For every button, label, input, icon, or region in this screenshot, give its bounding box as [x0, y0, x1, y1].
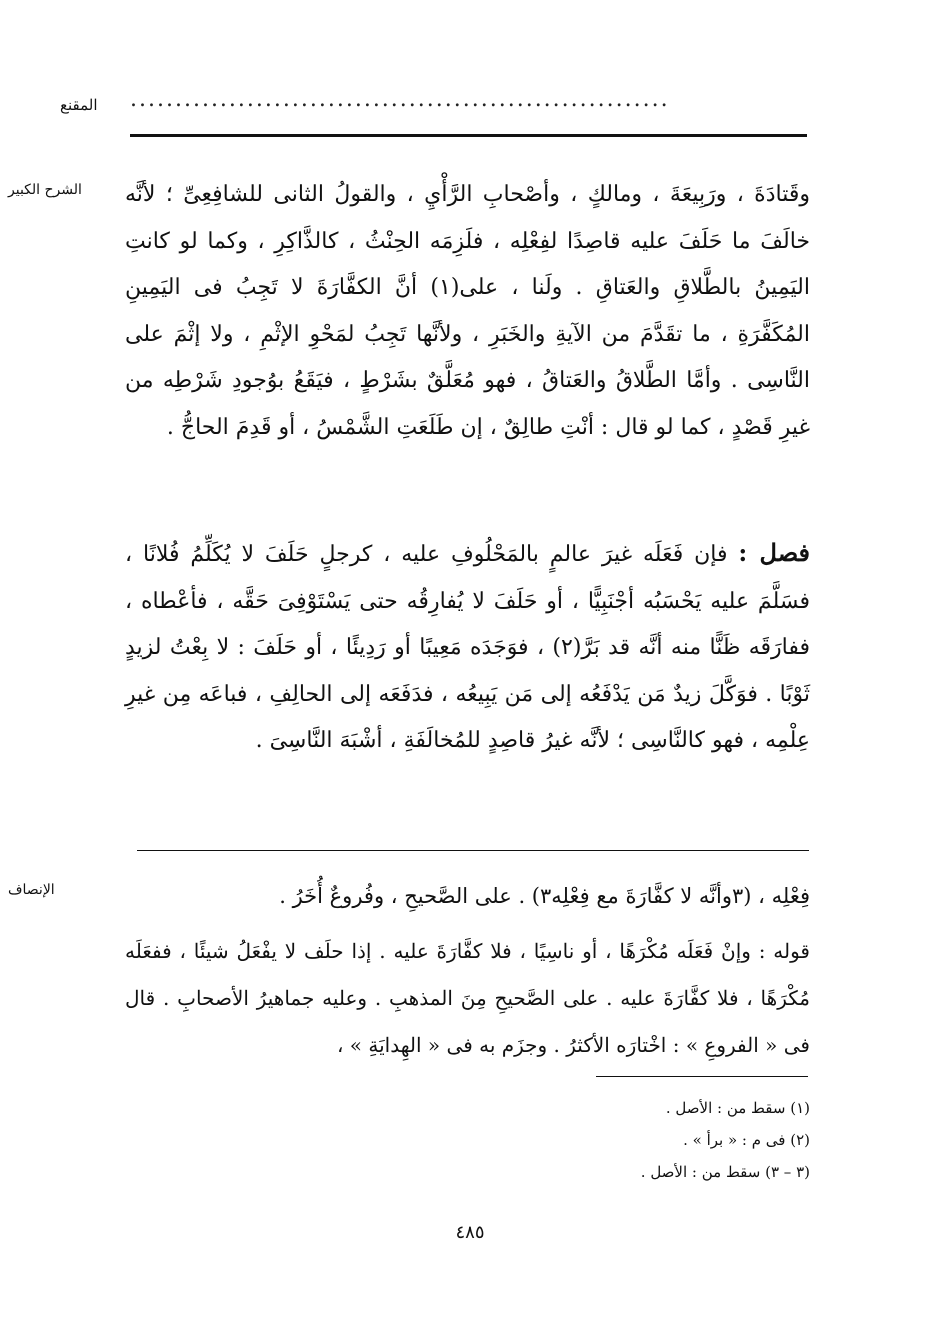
section-divider [137, 850, 809, 851]
side-label-sharh: الشرح الكبير [8, 182, 82, 198]
footnote-rule [596, 1076, 808, 1077]
fasl-heading: فصل : [738, 538, 810, 567]
footnote-2: (٢) فى م : « برأ » . [683, 1131, 810, 1149]
footnote-3: (٣ – ٣) سقط من : الأصل . [640, 1163, 810, 1181]
footnotes [500, 1092, 810, 1188]
fasl-text: فإن فَعَلَه غيرَ عالمٍ بالمَحْلُوفِ عليه ، كرجلٍ حَلَفَ لا يُكَلِّمُ فُلانًا ، فسَلَّمَ عليه يَحْسَبُه أجْنَبِيًّا ، أو حَلَفَ لا يُفارِقُه حتى يَسْتَوْفِىَ حَقَّه ، فأعْطاه ، ففارَقَه ظَنًّا منه أنَّه قد بَرَّ(٢) ، فوَجَدَه مَعِيبًا أو رَدِيئًا ، أو حَلَفَ : لا بِعْتُ لزيدٍ ثَوْبًا . فوَكَّلَ زيدٌ مَن يَدْفَعُه إلى مَن يَبِيعُه ، فدَفَعَه إلى الحالِفِ ، فباعَه مِن غيرِ عِلْمِه ، فهو كالنَّاسِى ؛ لأنَّه غيرُ قاصِدٍ للمُخالَفَةِ ، أشْبَهَ النَّاسِىَ . [125, 542, 810, 753]
header-title: المقنع [60, 96, 98, 114]
insaf-paragraph: قوله : وإنْ فَعَلَه مُكْرَهًا ، أو ناسِيًا ، فلا كفَّارَةَ عليه . إذا حلَف لا يفْعَلُ شيئًا ، ففعَلَه مُكْرَهًا ، فلا كفَّارَةَ عليه . على الصَّحيحِ مِنَ المذهبِ . وعليه جماهيرُ الأصحابِ . قال فى « الفروعِ » : اخْتارَه الأكثرُ . وجزَم به فى « الهِدايَةِ » ، [125, 939, 810, 1057]
header-rule [130, 134, 807, 137]
main-paragraph-2 [125, 530, 810, 765]
page-number: ٤٨٥ [455, 1222, 485, 1243]
side-label-insaf: الإنصاف [8, 882, 55, 898]
footnote-1: (١) سقط من : الأصل . [665, 1099, 810, 1117]
main-paragraph-1: وقَتادَةَ ، ورَبِيعَةَ ، ومالكٍ ، وأصْحابِ الرَّأْيِ ، والقولُ الثانى للشافِعِىِّ ؛ لأنَّه خالَفَ ما حَلَفَ عليه قاصِدًا لفِعْلِه ، فلَزِمَه الحِنْثُ ، كالذَّاكِرِ ، وكما لو كانتِ اليَمِينُ بالطَّلاقِ والعَتاقِ . ولَنا ، على(١) أنَّ الكفَّارَةَ لا تَجِبُ فى اليَمِينِ المُكَفَّرَةِ ، ما تقَدَّمَ من الآيةِ والخَبَرِ ، ولأنَّها تَجِبُ لمَحْوِ الإثْمِ ، ولا إثْمَ على النَّاسِى . وأمَّا الطَّلاقُ والعَتاقُ ، فهو مُعَلَّقٌ بشَرْطٍ ، فيَقَعُ بوُجودِ شَرْطِه من غيرِ قَصْدٍ ، كما لو قال : أنْتِ طالِقٌ ، إن طَلَعَتِ الشَّمْسُ ، أو قَدِمَ الحاجُّ . [125, 182, 810, 440]
insaf-line-1: فِعْلِه ، (٣وأنَّه لا كفَّارَةَ مع فِعْلِه٣) . على الصَّحيحِ ، وفُروعٌ أُخَرُ . [279, 884, 810, 908]
header-dotted-leader: ............................................................ [130, 88, 670, 112]
